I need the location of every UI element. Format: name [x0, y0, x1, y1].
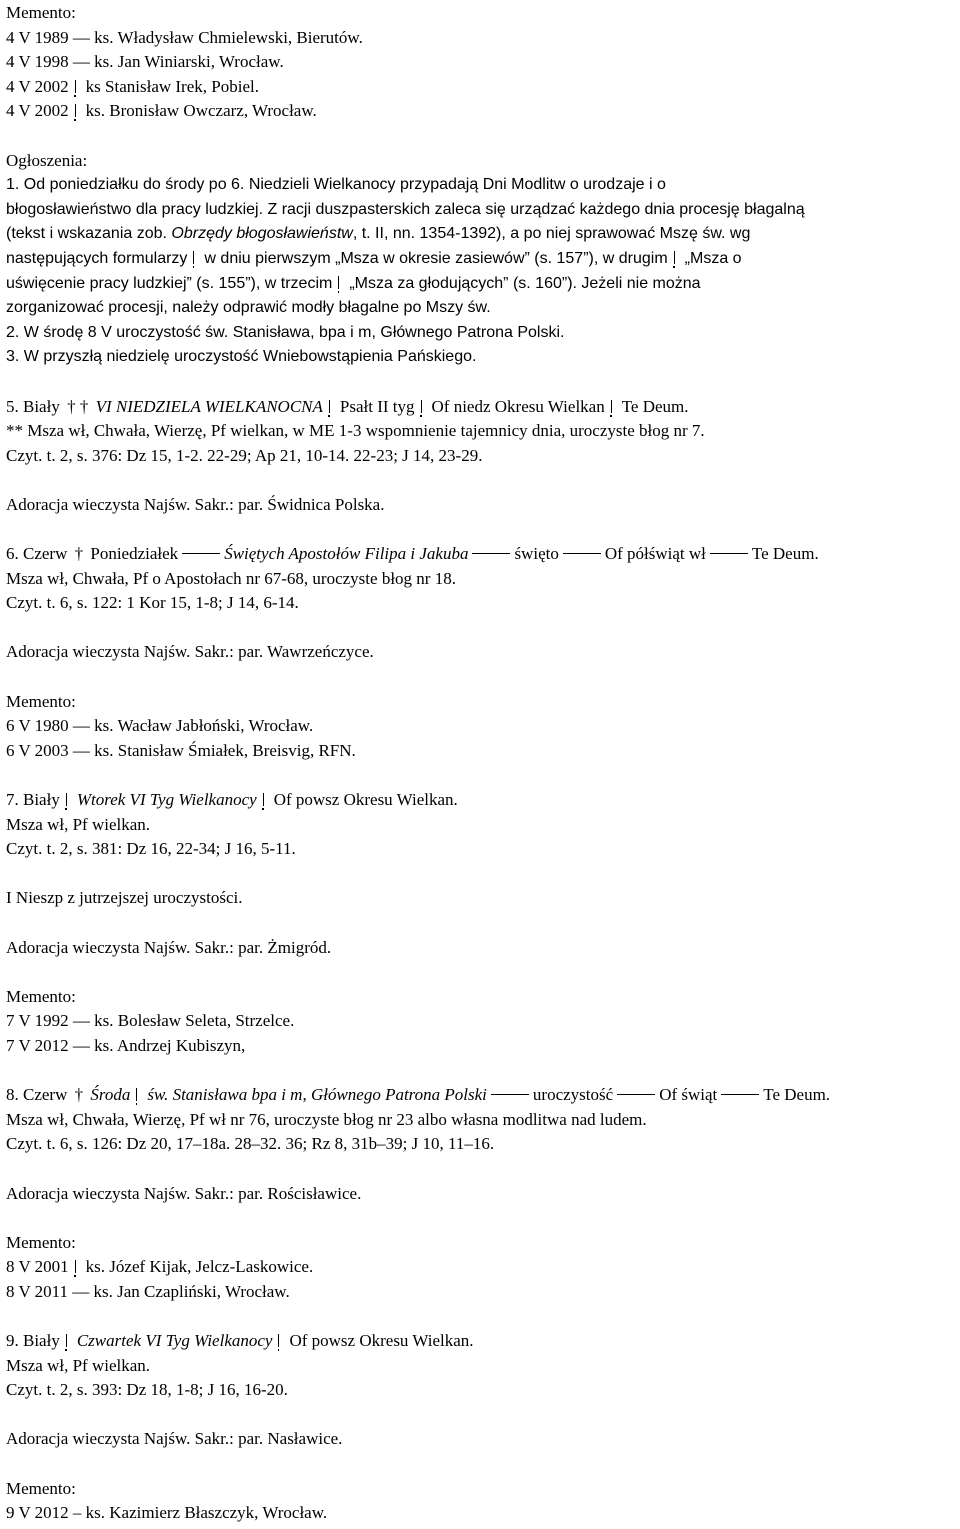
adoration-line: Adoracja wieczysta Najśw. Sakr.: par. Wawrzeńczyce.	[6, 642, 374, 662]
announcements-heading: Ogłoszenia:	[6, 150, 88, 170]
memento-entry: 8 V 2011 — ks. Jan Czapliński, Wrocław.	[6, 1281, 290, 1301]
separator-mark	[75, 80, 80, 93]
announcement-text: 1. Od poniedziałku do środy po 6. Niedzieli Wielkanocy przypadają Dni Modlitw o urodzaje i o	[6, 176, 666, 194]
separator-mark	[421, 400, 426, 413]
memento-entry: 6 V 2003 — ks. Stanisław Śmiałek, Breisvig, RFN.	[6, 740, 356, 760]
memento-entry: 7 V 1992 — ks. Bolesław Seleta, Strzelce.	[6, 1011, 295, 1031]
announcement-text: 3. W przyszłą niedzielę uroczystość Wniebowstąpienia Pańskiego.	[6, 348, 477, 366]
adoration-line: Adoracja wieczysta Najśw. Sakr.: par. Nasławice.	[6, 1429, 343, 1449]
day-readings: Czyt. t. 2, s. 393: Dz 18, 1-8; J 16, 16-20.	[6, 1380, 288, 1400]
separator-mark	[136, 1088, 141, 1101]
announcement-text: zorganizować procesji, należy odprawić modły błagalne po Mszy św.	[6, 299, 491, 317]
memento-entry: 4 V 1998 — ks. Jan Winiarski, Wrocław.	[6, 52, 284, 72]
day-detail: ** Msza wł, Chwała, Wierzę, Pf wielkan, w ME 1-3 wspomnienie tajemnicy dnia, uroczyste błog nr 7.	[6, 421, 705, 441]
memento-heading: Memento:	[6, 1232, 76, 1252]
day-header: 9. Biały Czwartek VI Tyg Wielkanocy Of powsz Okresu Wielkan.	[6, 1331, 474, 1351]
adoration-line: Adoracja wieczysta Najśw. Sakr.: par. Żmigród.	[6, 937, 332, 957]
announcement-text: błogosławieństwo dla pracy ludzkiej. Z racji duszpasterskich zaleca się urządzać każdego dnia procesję błagalną	[6, 200, 805, 218]
separator-mark	[193, 251, 198, 264]
memento-heading: Memento:	[6, 691, 76, 711]
adoration-line: Adoracja wieczysta Najśw. Sakr.: par. Rościsławice.	[6, 1183, 362, 1203]
announcement-text: (tekst i wskazania zob. Obrzędy błogosławieństw, t. II, nn. 1354-1392), a po niej sprawować Mszę św. wg	[6, 225, 751, 243]
day-header: 7. Biały Wtorek VI Tyg Wielkanocy Of powsz Okresu Wielkan.	[6, 790, 458, 809]
memento-entry: 9 V 2012 – ks. Kazimierz Błaszczyk, Wrocław.	[6, 1503, 328, 1523]
day-readings: Czyt. t. 6, s. 122: 1 Kor 15, 1-8; J 14, 6-14.	[6, 593, 299, 613]
memento-heading: Memento:	[6, 3, 76, 22]
memento-entry: 6 V 1980 — ks. Wacław Jabłoński, Wrocław.	[6, 716, 314, 736]
separator-mark	[278, 1334, 283, 1347]
document-page	[6, 1, 960, 1526]
separator-mark	[75, 1260, 80, 1273]
separator-mark	[329, 400, 334, 413]
memento-heading: Memento:	[6, 1478, 76, 1498]
separator-mark	[611, 400, 616, 413]
day-header: 5. Biały † † VI NIEDZIELA WIELKANOCNA Psałt II tyg Of niedz Okresu Wielkan Te Deum.	[6, 396, 689, 416]
memento-entry: 4 V 1989 — ks. Władysław Chmielewski, Bierutów.	[6, 27, 363, 47]
separator-mark	[75, 104, 80, 117]
day-detail: Msza wł, Chwała, Pf o Apostołach nr 67-68, uroczyste błog nr 18.	[6, 568, 456, 588]
day-readings: Czyt. t. 2, s. 381: Dz 16, 22-34; J 16, 5-11.	[6, 839, 296, 859]
memento-entry: 8 V 2001 ks. Józef Kijak, Jelcz-Laskowice.	[6, 1257, 314, 1277]
day-readings: Czyt. t. 2, s. 376: Dz 15, 1-2. 22-29; Ap 21, 10-14. 22-23; J 14, 23-29.	[6, 445, 483, 465]
day-detail: Msza wł, Pf wielkan.	[6, 1355, 151, 1375]
day-header: 6. Czerw † Poniedziałek Świętych Apostołów Filipa i Jakuba święto Of półświąt wł Te Deum.	[6, 544, 819, 564]
announcement-text: następujących formularzy w dniu pierwszym „Msza w okresie zasiewów” (s. 157”), w drugim „Msza o	[6, 249, 742, 267]
separator-mark	[338, 276, 343, 289]
vespers-line: I Nieszp z jutrzejszej uroczystości.	[6, 888, 243, 908]
announcement-text: uświęcenie pracy ludzkiej” (s. 155”), w trzecim „Msza za głodujących” (s. 160”). Jeżeli nie można	[6, 274, 701, 292]
separator-mark	[263, 793, 268, 806]
memento-entry: 7 V 2012 — ks. Andrzej Kubiszyn,	[6, 1035, 246, 1055]
separator-mark	[66, 793, 71, 806]
adoration-line: Adoracja wieczysta Najśw. Sakr.: par. Świdnica Polska.	[6, 494, 385, 514]
day-detail: Msza wł, Chwała, Wierzę, Pf wł nr 76, uroczyste błog nr 23 albo własna modlitwa nad ludem.	[6, 1109, 647, 1129]
memento-heading: Memento:	[6, 986, 76, 1006]
memento-entry: 4 V 2002 ks. Bronisław Owczarz, Wrocław.	[6, 101, 317, 121]
announcement-text: 2. W środę 8 V uroczystość św. Stanisława, bpa i m, Głównego Patrona Polski.	[6, 323, 565, 341]
memento-entry: 4 V 2002 ks Stanisław Irek, Pobiel.	[6, 76, 259, 96]
day-readings: Czyt. t. 6, s. 126: Dz 20, 17–18a. 28–32. 36; Rz 8, 31b–39; J 10, 11–16.	[6, 1134, 495, 1154]
separator-mark	[674, 251, 679, 264]
day-header: 8. Czerw † Środa św. Stanisława bpa i m, Głównego Patrona Polski uroczystość Of świąt Te Deum.	[6, 1085, 831, 1105]
separator-mark	[66, 1334, 71, 1347]
day-detail: Msza wł, Pf wielkan.	[6, 814, 151, 834]
